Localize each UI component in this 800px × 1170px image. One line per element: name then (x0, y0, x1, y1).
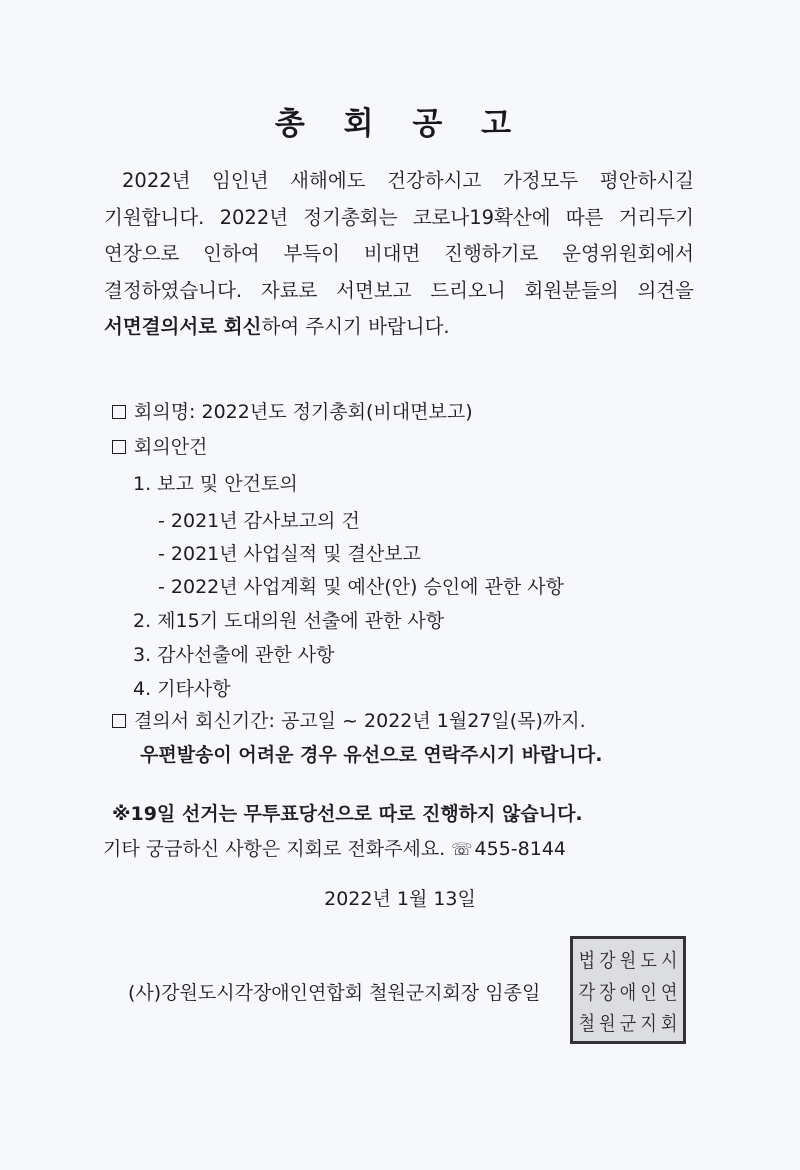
notice-date: 2022년 1월 13일 (324, 888, 476, 910)
agenda-sub-item-1: - 2021년 감사보고의 건 (158, 510, 360, 532)
meeting-name-line (112, 399, 473, 425)
seal-character: 시 (660, 949, 678, 973)
phone-number: 455-8144 (474, 838, 567, 860)
intro-emphasis: 서면결의서로 회신 (104, 315, 262, 338)
seal-character: 원 (599, 1013, 616, 1037)
checkbox-square-icon (112, 714, 126, 728)
official-seal (570, 936, 686, 1044)
seal-character: 애 (619, 981, 637, 1005)
reply-period-line (112, 708, 586, 734)
phone-icon: ☏ (451, 840, 473, 860)
contact-text: 기타 궁금하신 사항은 지회로 전화주세요. (103, 838, 446, 860)
seal-character: 장 (599, 981, 616, 1005)
contact-line (103, 836, 566, 863)
intro-text-2: 하여 주시기 바랍니다. (261, 315, 450, 338)
signer-name: (사)강원도시각장애인연합회 철원군지회장 임종일 (128, 982, 541, 1004)
agenda-item-3: 3. 감사선출에 관한 사항 (133, 644, 335, 666)
reply-note: 우편발송이 어려운 경우 유선으로 연락주시기 바랍니다. (140, 744, 603, 766)
agenda-heading-line (112, 434, 207, 460)
agenda-sub-item-3: - 2022년 사업계획 및 예산(안) 승인에 관한 사항 (158, 576, 564, 598)
checkbox-square-icon (112, 405, 126, 419)
seal-character: 강 (599, 949, 616, 973)
page-title: 총 회 공 고 (274, 106, 526, 142)
seal-character: 인 (640, 981, 657, 1005)
seal-character: 연 (660, 981, 678, 1005)
meeting-name: 회의명: 2022년도 정기총회(비대면보고) (134, 401, 473, 423)
intro-text-1: 2022년 임인년 새해에도 건강하시고 가정모두 평안하시길 기원합니다. 2022년 정기총회는 코로나19확산에 따른 거리두기 연장으로 인하여 부득이 비대면 진행하기로 운영위원회에서 결정하였습니다. 자료로 서면보고 드리오니 회원분들의 의견을 (104, 169, 694, 302)
checkbox-square-icon (112, 440, 126, 454)
seal-character: 도 (640, 949, 657, 973)
seal-character: 각 (578, 981, 596, 1005)
seal-character: 회 (660, 1013, 678, 1037)
agenda-item-2: 2. 제15기 도대의원 선출에 관한 사항 (133, 610, 445, 632)
agenda-item-1: 1. 보고 및 안건토의 (133, 473, 298, 495)
seal-character: 철 (578, 1013, 596, 1037)
agenda-sub-item-2: - 2021년 사업실적 및 결산보고 (158, 543, 421, 565)
intro-paragraph (104, 163, 694, 346)
seal-character: 군 (619, 1013, 637, 1037)
agenda-item-4: 4. 기타사항 (133, 678, 231, 700)
agenda-heading: 회의안건 (134, 436, 208, 458)
seal-character: 법 (578, 949, 596, 973)
election-note: ※19일 선거는 무투표당선으로 따로 진행하지 않습니다. (112, 803, 583, 825)
seal-character: 지 (640, 1013, 657, 1037)
reply-period: 결의서 회신기간: 공고일 ~ 2022년 1월27일(목)까지. (134, 710, 586, 732)
seal-character: 원 (619, 949, 637, 973)
